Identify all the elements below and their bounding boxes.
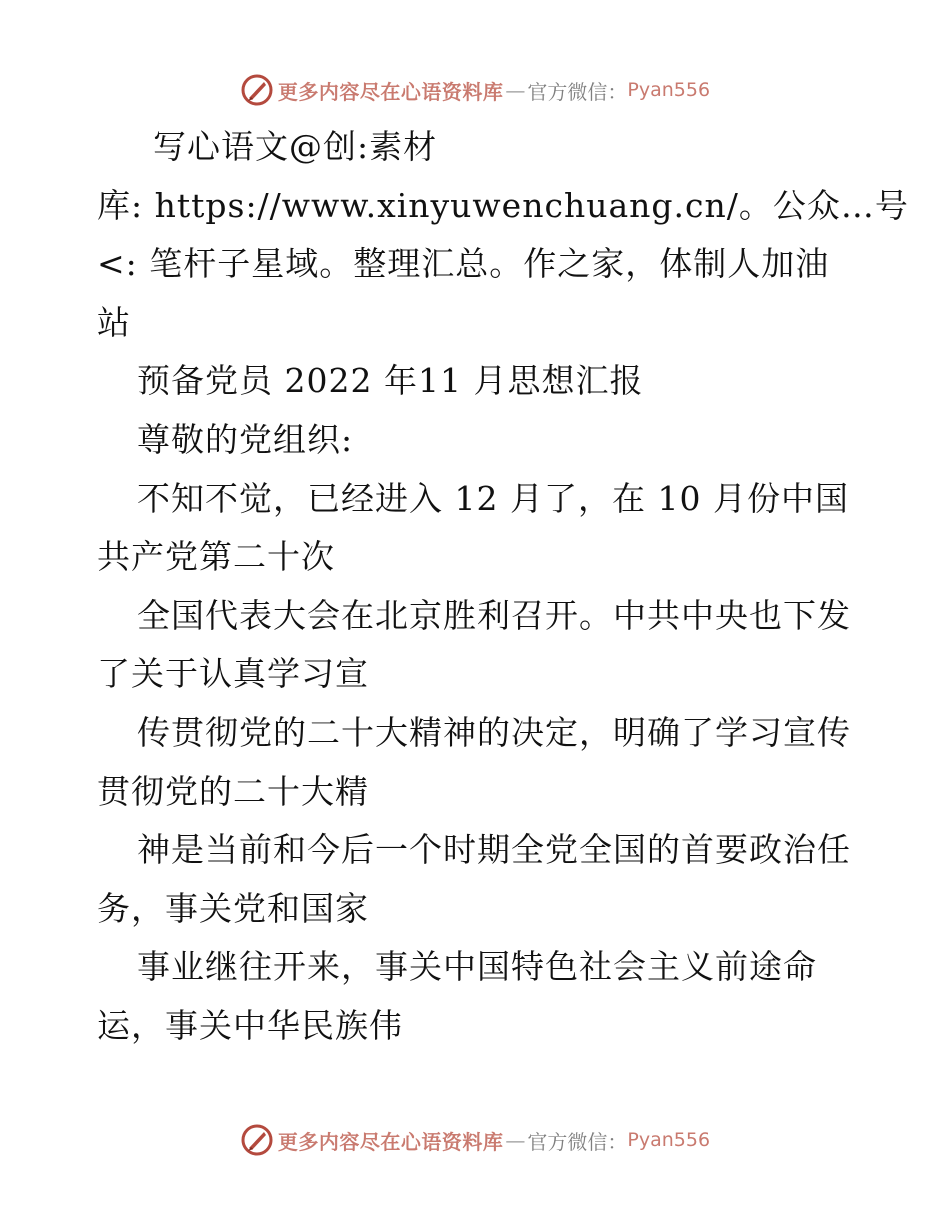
footer-watermark-banner [0,1120,950,1160]
banner-separator: — [505,78,526,102]
text-line: 事业继往开来，事关中国特色社会主义前途命 [137,947,817,987]
text-line: 全国代表大会在北京胜利召开。中共中央也下发 [137,595,851,635]
text-line: <: 笔杆子星域。整理汇总。作之家，体制人加油 [97,244,830,284]
banner-separator: — [505,1128,526,1152]
text-line: 神是当前和今后一个时期全党全国的首要政治任 [137,830,851,870]
banner-wechat-label: 官方微信： [527,79,628,104]
banner-main-text: 更多内容尽在心语资料库 [277,1129,504,1154]
banner-main-text: 更多内容尽在心语资料库 [277,79,504,104]
text-line: 运，事关中华民族伟 [97,1005,403,1045]
quill-logo-icon [240,73,274,107]
salutation: 尊敬的党组织: [137,419,354,459]
text-line: 务，事关党和国家 [97,888,369,928]
banner-wechat-id: Pyan556 [627,1129,711,1151]
quill-logo-icon [240,1123,274,1157]
text-line: 站 [97,302,131,342]
banner-wechat-id: Pyan556 [627,79,711,101]
text-line: 不知不觉，已经进入 12 月了，在 10 月份中国 [137,478,849,518]
text-line: 了关于认真学习宣 [97,654,369,694]
text-line: 库: https://www.xinyuwenchuang.cn/。公众…号 [97,185,909,225]
text-line: 共产党第二十次 [97,537,335,577]
document-body [97,118,909,1056]
banner-wechat-label: 官方微信： [527,1129,628,1154]
document-title: 预备党员 2022 年11 月思想汇报 [137,361,644,401]
text-line: 贯彻党的二十大精 [97,771,369,811]
text-line: 传贯彻党的二十大精神的决定，明确了学习宣传 [137,712,851,752]
header-watermark-banner [0,70,950,110]
text-line: 写心语文@创:素材 [153,127,438,166]
